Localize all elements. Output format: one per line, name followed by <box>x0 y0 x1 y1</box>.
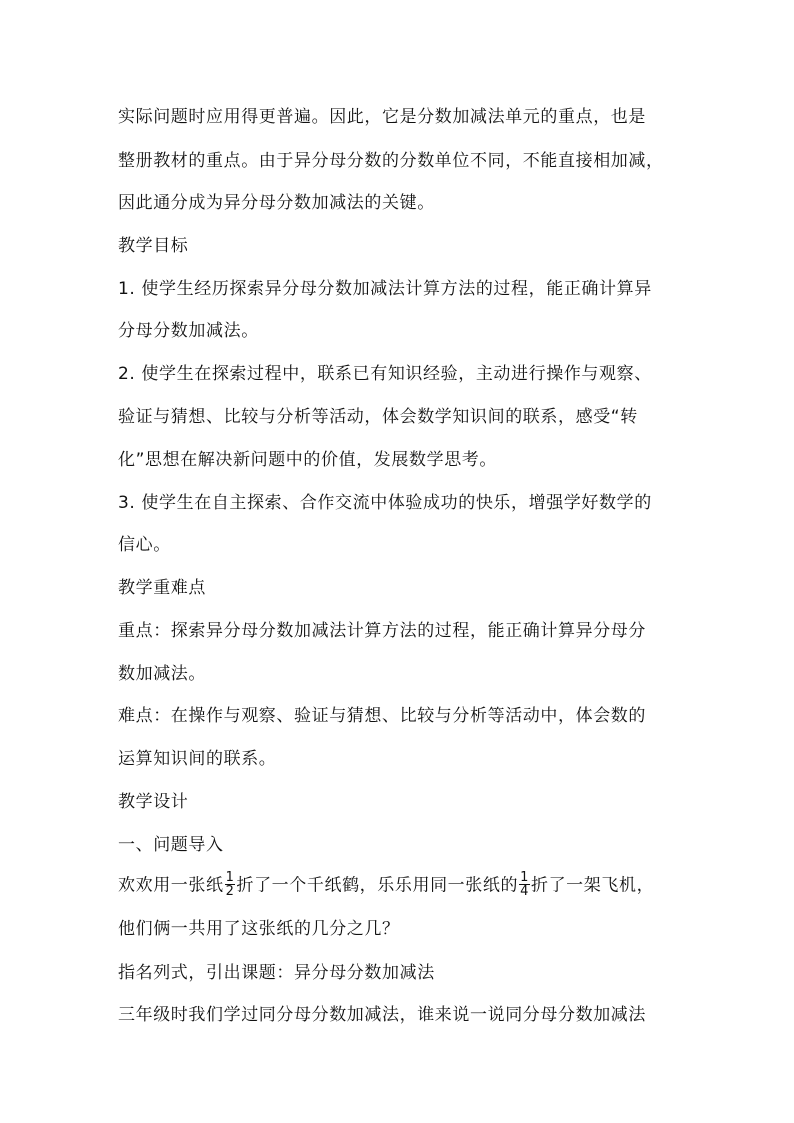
difficulty-line: 难点：在操作与观察、验证与猜想、比较与分析等活动中，体会数的 <box>118 706 646 726</box>
difficulty-line: 运算知识间的联系。 <box>118 749 277 769</box>
fraction-one-half <box>225 871 236 898</box>
fraction-one-quarter <box>519 871 530 898</box>
fraction-denominator: 2 <box>225 884 235 899</box>
objective-3-line: 信心。 <box>118 535 171 555</box>
question-text: 折了一个千纸鹤，乐乐用同一张纸的 <box>236 875 519 896</box>
section-heading-objectives: 教学目标 <box>118 236 189 256</box>
key-point-line: 重点：探索异分母分数加减法计算方法的过程，能正确计算异分母分 <box>118 621 646 641</box>
objective-3-line: 3. 使学生在自主探索、合作交流中体验成功的快乐，增强学好数学的 <box>118 493 652 513</box>
question-text: 欢欢用一张纸 <box>118 875 224 896</box>
section-heading-key-points: 教学重难点 <box>118 578 206 598</box>
objective-2-line: 化”思想在解决新问题中的价值，发展数学思考。 <box>118 450 498 470</box>
paragraph-line: 整册教材的重点。由于异分母分数的分数单位不同，不能直接相加减， <box>118 151 664 171</box>
question-line: 他们俩一共用了这张纸的几分之几？ <box>118 919 400 939</box>
fraction-numerator: 1 <box>520 870 529 885</box>
subsection-heading-intro: 一、问题导入 <box>118 835 224 855</box>
objective-1-line: 分母分数加减法。 <box>118 321 259 341</box>
fraction-denominator: 4 <box>520 884 529 899</box>
objective-2-line: 2. 使学生在探索过程中，联系已有知识经验，主动进行操作与观察、 <box>118 364 652 384</box>
key-point-line: 数加减法。 <box>118 664 206 684</box>
paragraph-line: 三年级时我们学过同分母分数加减法，谁来说一说同分母分数加减法 <box>118 1005 646 1025</box>
question-line <box>118 872 688 899</box>
paragraph-line: 指名列式，引出课题：异分母分数加减法 <box>118 963 435 983</box>
question-text: 折了一架飞机， <box>530 875 655 896</box>
objective-1-line: 1. 使学生经历探索异分母分数加减法计算方法的过程，能正确计算异 <box>118 279 652 299</box>
objective-2-line: 验证与猜想、比较与分析等活动，体会数学知识间的联系，感受“转 <box>118 407 638 427</box>
fraction-numerator: 1 <box>225 870 235 885</box>
paragraph-line: 因此通分成为异分母分数加减法的关键。 <box>118 193 435 213</box>
section-heading-design: 教学设计 <box>118 792 189 812</box>
paragraph-line: 实际问题时应用得更普遍。因此，它是分数加减法单元的重点，也是 <box>118 107 646 127</box>
